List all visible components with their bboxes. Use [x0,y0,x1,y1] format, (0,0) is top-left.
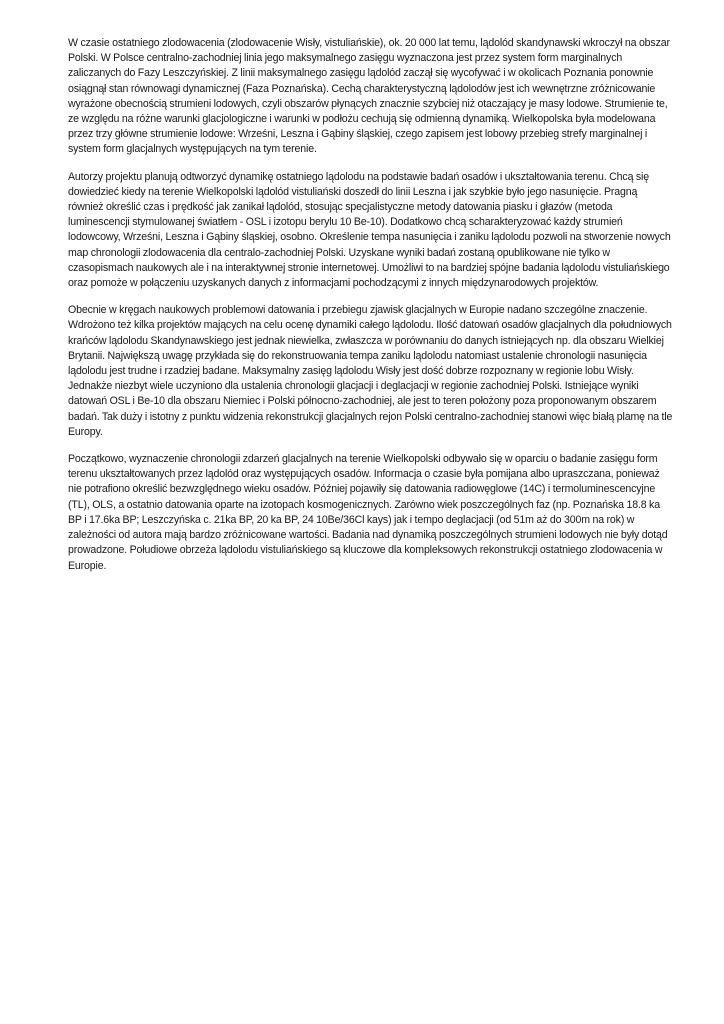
paragraph-1: W czasie ostatniego zlodowacenia (zlodowacenie Wisły, vistuliańskie), ok. 20 000 lat temu, lądolód skandynawski wkroczył na obszar Polski. W Polsce centralno-zachodniej linia jego maksymalnego zasięgu wyznaczona jest przez system form marginalnych zaliczanych do Fazy Leszczyńskiej. Z linii maksymalnego zasięgu lądolód zaczął się wycofywać i w okolicach Poznania ponownie osiągnął stan równowagi dynamicznej (Faza Poznańska). Cechą charakterystyczną lądolodów jest ich wewnętrzne zróżnicowanie wyrażone obecnością strumieni lodowych, czyli obszarów płynących znacznie szybciej niż otaczający je masy lodowe. Strumienie te, ze względu na różne warunki glacjologiczne i warunki w podłożu cechują się odmienną dynamiką. Wielkopolska była modelowana przez trzy główne strumienie lodowe: Wrześni, Leszna i Gąbiny śląskiej, czego zapisem jest lobowy przebieg strefy marginalnej i system form glacjalnych występujących na tym terenie. [68,37,670,156]
paragraph-4: Początkowo, wyznaczenie chronologii zdarzeń glacjalnych na terenie Wielkopolski odbywało się w oparciu o badanie zasięgu form terenu ukształtowanych przez lądolód oraz występujących osadów. Informacja o czasie była pomijana albo upraszczana, ponieważ nie potrafiono określić bezwzględnego wieku osadów. Później pojawiły się datowania radiowęglowe (14C) i termoluminescencyjne (TL), OLS, a ostatnio datowania oparte na izotopach kosmogenicznych. Zarówno wiek poszczególnych faz (np. Poznańska 18.8 ka BP i 17.6ka BP; Leszczyńska c. 21ka BP, 20 ka BP, 24 10Be/36Cl kays) jak i tempo deglacjacji (od 51m aż do 300m na rok) w zależności od autora mają bardzo zróżnicowane wartości. Badania nad dynamiką poszczególnych strumieni lodowych nie były dotąd prowadzone. Połudiowe obrzeża lądolodu vistuliańskiego są kluczowe dla kompleksowych rekonstrukcji ostatniego zlodowacenia w Europie. [68,453,668,572]
paragraph-2: Autorzy projektu planują odtworzyć dynamikę ostatniego lądolodu na podstawie badań osadów i ukształtowania terenu. Chcą się dowiedzieć kiedy na terenie Wielkopolski lądolód vistuliański doszedł do linii Leszna i jak szybkie było jego nasunięcie. Pragną również określić czas i prędkość jak zanikał lądolód, stosując specjalistyczne metody datowania piasku i głazów (metoda luminescencji stymulowanej światłem - OSL i izotopu berylu 10 Be-10). Dodatkowo chcą scharakteryzować każdy strumień lodowcowy, Wrześni, Leszna i Gąbiny śląskiej, osobno. Określenie tempa nasunięcia i zaniku lądolodu pozwoli na stworzenie nowych map chronologii zlodowacenia dla centralo-zachodniej Polski. Uzyskane wyniki badań zostaną opublikowane nie tylko w czasopismach naukowych ale i na interaktywnej stronie internetowej. Umożliwi to na bardziej spójne badania lądolodu vistuliańskiego oraz pomoże w połączeniu uzyskanych danych z informacjami pochodzącymi z innych międzynarodowych projektów. [68,170,671,290]
paragraph-3: Obecnie w kręgach naukowych problemowi datowania i przebiegu zjawisk glacjalnych w Europie nadano szczególne znaczenie. Wdrożono też kilka projektów mających na celu ocenę dynamiki całego lądolodu. Ilość datowań osadów glacjalnych dla południowych krańców lądolodu Skandynawskiego jest jednak niewielka, zwłaszcza w porównaniu do danych istniejących np. dla obszaru Wielkiej Brytanii. Największą uwagę przykłada się do rekonstruowania tempa zaniku lądolodu natomiast ustalenie chronologii nasunięcia lądolodu jest trudne i rzadziej badane. Maksymalny zasięg lądolodu Wisły jest dość dobrze rozpoznany w regionie lobu Wisły. Jednakże niezbyt wiele uczyniono dla ustalenia chronologii glacjacji i deglacjacji w regionie zachodniej Polski. Istniejące wyniki datowań OSL i Be-10 dla obszaru Niemiec i Polski północno-zachodniej, ale jest to teren położony poza proponowanym obszarem badań. Tak duży i istotny z punktu widzenia rekonstrukcji glacjalnych rejon Polski centralno-zachodniej stanowi więc białą plamę na tle Europy. [68,304,673,438]
